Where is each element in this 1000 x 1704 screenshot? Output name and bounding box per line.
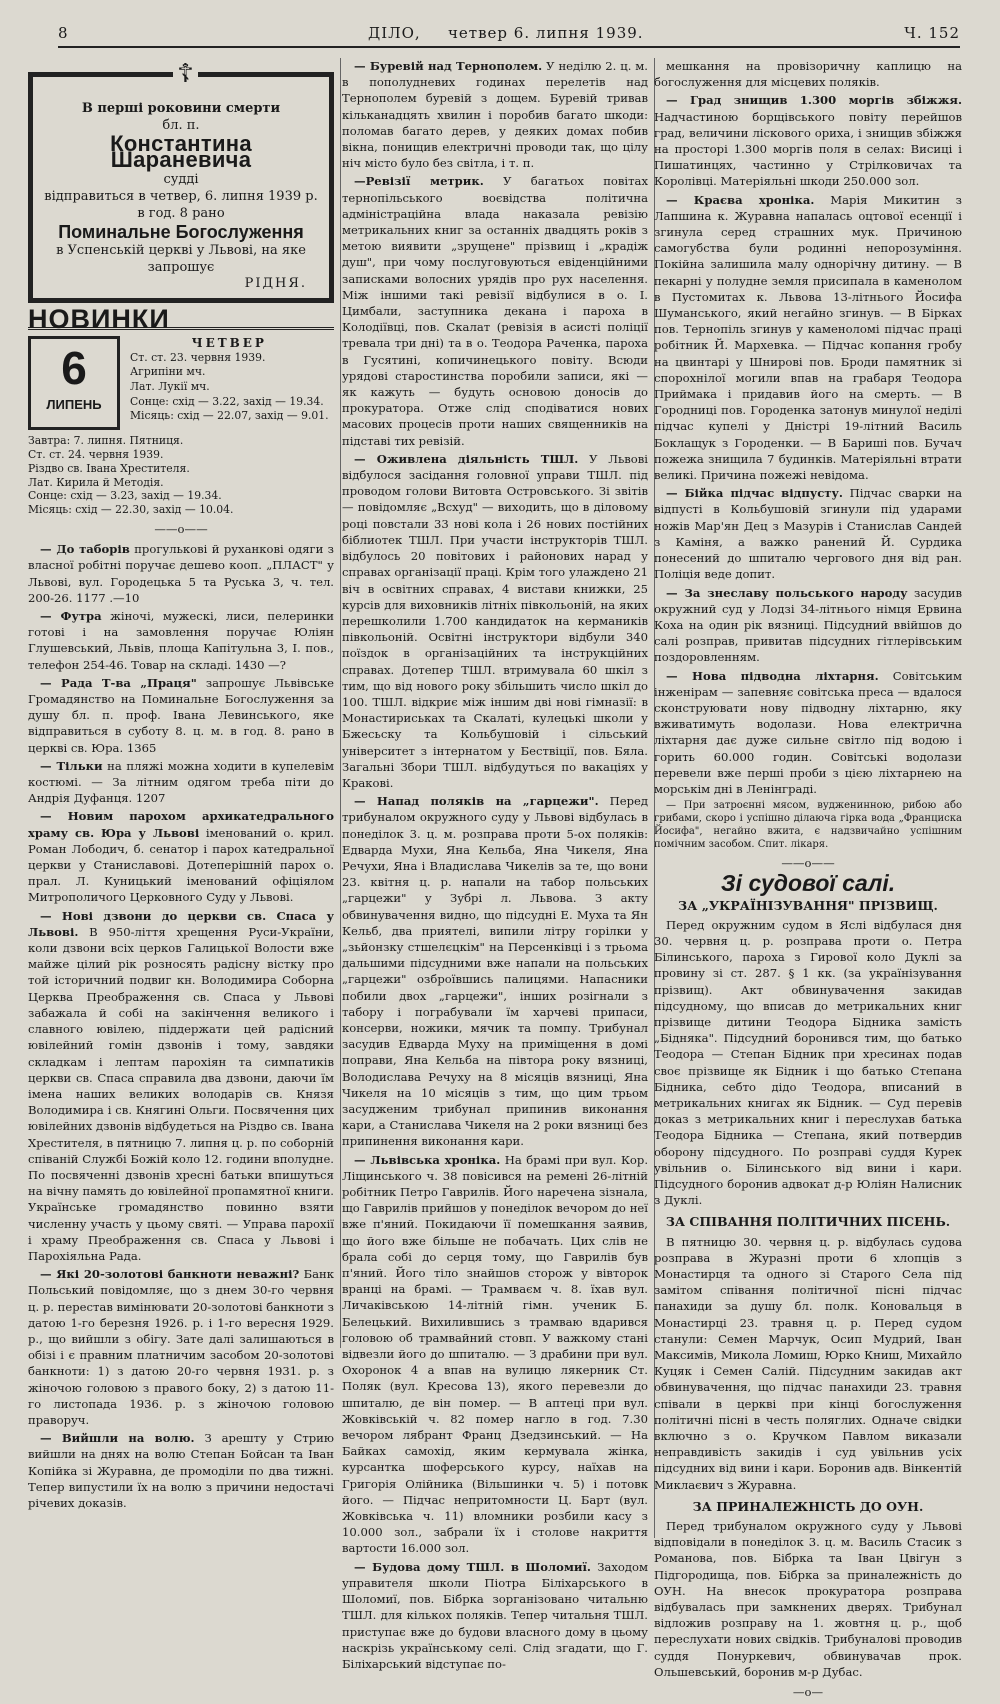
news-headline: — Нові дзвони до церкви св. Спаса у Львові. (28, 908, 334, 939)
obit-service: Поминальне Богослуження (58, 221, 304, 242)
obit-line: В перші роковини смерти (81, 101, 281, 116)
news-headline: — Град знищив 1.300 моргів збіжжя. (666, 93, 962, 108)
court-subtitle: ЗА СПІВАННЯ ПОЛІТИЧНИХ ПІСЕНЬ. (665, 1214, 951, 1230)
news-text: З арешту у Стрию вийшли на днях на волю Степан Бойсан та Іван Копійка зі Журавна, де промоділи по два тижні. Тепер випустили їх на волю з причини недостачі річевих доказів. (28, 1431, 334, 1510)
news-headline: — Бійка підчас відпусту. (666, 486, 843, 501)
court-subtitle: ЗА „УКРАЇНІЗУВАННЯ" ПРІЗВИЩ. (678, 897, 938, 913)
news-item (28, 808, 334, 905)
court-section-title: Зі судової салі. (720, 870, 896, 897)
news-item (654, 58, 962, 90)
obit-line: бл. п. (162, 118, 200, 134)
news-item (342, 451, 648, 791)
news-text: жіночі, мужескі, лиси, пелеринки готові і на замовлення поручає Юліян Глушевський, Львів, площа Капітульна 3, І. пов., телефон 254-46. Товар на складі. 1430 —? (28, 609, 335, 672)
date-month: ЛИПЕНЬ (46, 397, 102, 413)
news-item (654, 585, 962, 666)
tomorrow-line: Місяць: схід — 22.30, захід — 10.04. (28, 503, 234, 517)
obit-line: в Успенській церкві у Львові, на яке (56, 242, 306, 258)
court-article: Перед трибуналом окружного суду у Львові відповідали в понеділок 3. ц. м. Василь Стасик з Романова, пов. Бібрка та Іван Цвігун з Підгородища, пов. Бібрка за приналежність до ОУН. На внесок прокуратора розправа відбувалась при замкнених дверях. Трибунал відложив розправу на 1. жовтня ц. р., щоб переслухати нових свідків. Трибуналові проводив суддя Понуркевич, обвинувачав прок. Ольшевський, боронив м-р Дубас. (654, 1519, 962, 1679)
news-text: Заходом управителя школи Піотра Біліхарського в Шоломиї, пов. Бібрка зорганізовано читальню ТШЛ. для кількох поляків. Тепер читальня ТШЛ. приступає вже до будови власного дому в цьому наскрізь українському селі. Слід згадати, що Г. Біліхарський відступає по- (342, 1559, 649, 1671)
column-2 (342, 58, 655, 1671)
news-text: запрошує Львівське Громадянство на Поминальне Богослуження за душу бл. п. проф. Івана Левинського, яке відправиться в суботу 8. ц. м. в год. 8. рано в церкві св. Юра. 1365 (28, 675, 334, 755)
section-title: НОВИНКИ (28, 311, 334, 330)
news-text: У неділю 2. ц. м. в пополудневих годинах перелетів над Тернополем буревій з дощем. Буревій тривав кільканадцять хвилин і поробив багато шкоди: поломав багато дерев, у деяких домах побив вікна, понищив електричні проводи так, що цілу ніч місто було без світла, і т. п. (342, 59, 648, 171)
column-3 (654, 58, 962, 1704)
tomorrow-line: Завтра: 7. липня. Пятниця. (28, 434, 184, 448)
obit-line: судді (163, 171, 199, 187)
news-text: Совітським інженірам — запевняє совітська преса — вдалося сконструювати нову підводну ліхтарню, яку вживатимуть водолази. Нова електрична ліхтарня дає дуже сильне світло під водою і горить 60.000 годин. Совітські водолази перевели вже перші проби з цією ліхтарнею на морськім дні в Ленінграді. (654, 668, 962, 796)
issue-date: четвер 6. липня 1939. (448, 24, 644, 42)
obit-line: запрошує (147, 259, 215, 275)
separator: ——o—— (781, 856, 835, 871)
tomorrow-line: Ст. ст. 24. червня 1939. (28, 448, 164, 462)
tomorrow-line: Лат. Кирила й Методія. (28, 475, 164, 489)
news-text: Банк Польський повідомляє, що з днем 30-го червня ц. р. перестав вимінювати 20-золотові банкноти з датою 1-го березня 1926. р. і 1-го вересня 1929. р., що вийшли з обігу. Зате далі залишаються в обізі і є правним платничим засобом 20-золотові банкноти: 1) з датою 20-го червня 1931. р. з жіночою головою з правого боку, 2) з датою 11-го листопада 1936. р. з жіночою головою праворуч. (28, 1267, 334, 1427)
news-headline: — Новим пароxом архикатедрального храму св. Юра у Львові (28, 809, 334, 840)
calendar-line: Агрипіни мч. (130, 365, 206, 379)
news-item (654, 92, 962, 189)
news-headline: —Ревізії метрик. (354, 174, 484, 189)
news-items (654, 58, 962, 797)
news-text: засудив окружний суд у Лодзі 34-літнього німця Ервина Коха на один рік вязниці. Підсудний ввійшов до салі розправ, привитав підсудних гітлерівським поздоровленням. (654, 585, 962, 665)
obit-line: відправиться в четвер, 6. липня 1939 р. (44, 188, 318, 204)
news-text: На брамі при вул. Кор. Ліщинського ч. 38 повісився на ремені 26-літній робітник Петро Гаврилів. Його наречена зізнала, що Гаврилів прийшов у понеділок вечором до неї вже п'яний. Покидаючи її помешкання заявив, що його вже більше не побачать. Цих слів не брала собі до серця тому, що Гаврилів був п'яний. Його тіло знайшов сторож у вівторок вранці на брамі. — Трамваєм ч. 8. їхав вул. Личаківською 14-літній гімн. ученик Б. Белецький. Вихилившись з трамваю вдарився головою об трамвайний стовп. У важкому стані відвезли його до шпиталю. — З драбини при вул. Охоронок 4 а впав на вулицю лякерник Ст. Поляк (вул. Кресова 13), якого перевезли до шпиталю, де він помер. — В аптеці при вул. Жовківській ч. 82 помер нагло в год. 7.30 вечором лябрант Франц Дзедзинський. — На Байках самохід, яким кермувала жінка, курсантка шоферського курсу, наїхав на Григорія Олійника (Вільшинки ч. 5) і потовк його. — Підчас непритомности Ц. Барт (вул. Жовківська ч. 11) вломники розбили касу з 10.000 зол., забрали їх і столове накриття вартости 16.000 зол. (342, 1152, 649, 1556)
running-header (58, 22, 960, 48)
date-box (28, 336, 120, 430)
obit-line: в год. 8 рано (137, 205, 225, 221)
obit-name: Константина Шараневича (110, 131, 252, 173)
date-number: 6 (61, 342, 87, 395)
news-headline: — Футра (40, 609, 102, 624)
news-item (342, 793, 648, 1149)
tomorrow-info (28, 434, 334, 517)
ad-note: — При затроєнні мясом, вудженинною, рибою або грибами, скоро і успішно ділаюча гірка вода „Франциска Йосифа", негайно вжита, є надзвичайно успішним помічним засобом. Спит. лікаря. (654, 800, 962, 851)
news-items (342, 58, 648, 1672)
news-text: іменований о. крил. Роман Лободич, б. сенатор і парох катедральної церкви у Станиславові. Дотеперішній парох о. прал. Л. Куницький іменований офіціялом Митрополичого Церковного Суду у Львові. (28, 825, 335, 905)
newspaper-title: ДІЛО, (368, 24, 421, 42)
news-headline: — За знеславу польського народу (666, 585, 908, 600)
news-headline: — Будова дому ТШЛ. в Шоломиї. (354, 1559, 591, 1574)
news-item (342, 173, 648, 448)
news-headline: — Краєва хроніка. (666, 192, 815, 207)
news-headline: — Рада Т-ва „Праця" (40, 675, 197, 690)
news-headline: — До таборів (40, 542, 130, 557)
news-item (28, 1266, 334, 1428)
calendar-info (130, 336, 329, 430)
news-item (342, 58, 648, 171)
news-text: Надчастиною борщівського повіту перейшов град, величини ліскового ориха, і знищив збіжжя на просторі 1.300 моргів поля в селах: Висиці і Пишатинцях, частинно у Стрілковичах та Королівці. Матеріяльні шкоди 250.000 зол. (654, 109, 962, 189)
news-item (654, 192, 962, 484)
news-item (342, 1559, 648, 1672)
news-headline: — Напад поляків на „гарцежи". (354, 794, 599, 809)
end-mark: —o— (792, 1685, 824, 1700)
news-text: У Львові відбулося засідання головної управи ТШЛ. під проводом голови Витовта Островського. Зі звітів — повідомляє „Всхуд" — виходить, що в діловому році повстали 33 нові кола і 26 нових постійних біблиотек ТШЛ. При участи інструкторів ТШЛ. відбулось 20 повітових і районових нарад у справах організації праці. Крім того улаждено 21 віч в освітних справах, 4 вистави книжки, 25 курсів для виховників літніх півкольоній, на яких перешколили 1.700 кандидаток на кермаників півкольоній. Освітні інструктори відбули 340 поїздок в організаційних та інструкційних справах. Дотепер ТШЛ. втримувала 60 шкіл з тим, що від нового року збільшить число шкіл до 100. ТШЛ. відкриє між іншим дві нові гімназії: в Монастириськах та Скалаті, кулецькі школи у Бжесьску та Кольбушовій і сільський університет з інтернатом у Бествіції, пов. Бяла. Загальні Збори ТШЛ. відбудуться по вакаціях у Кракові. (342, 451, 649, 790)
news-item (342, 1152, 648, 1557)
news-item (28, 541, 334, 606)
day-name: ЧЕТВЕР (191, 336, 267, 351)
page-number: 8 (58, 24, 69, 42)
news-headline: — Які 20-золотові банкноти неважні? (40, 1267, 300, 1282)
news-text: мешкання на провізоричну каплицю на богослуження для місцевих поляків. (654, 59, 962, 90)
news-item (28, 675, 334, 756)
calendar-line: Лат. Лукії мч. (130, 380, 210, 393)
news-text: прогулькові й руханкові одяги з власної робітні поручає дешево кооп. „ПЛАСТ" у Львові, вул. Городецька 5 та Руська 3, ч. тел. 200-26. 1177 .—10 (28, 542, 334, 605)
news-item (654, 485, 962, 582)
cross-icon: ☦ (173, 63, 198, 85)
tomorrow-line: Сонце: схід — 3.23, захід — 19.34. (28, 489, 222, 503)
news-item (28, 608, 334, 673)
obituary-notice (28, 59, 334, 303)
calendar-box (28, 336, 334, 430)
separator: ——o—— (154, 522, 208, 536)
news-items (28, 541, 334, 1511)
court-article: В пятницю 30. червня ц. р. відбулась судова розправа в Журазні проти 6 хлопців з Монастирця та одного зі Старого Села під замітом співання політичної пісні підчас панахиди за душу бл. полк. Коновальця в Монастирці 23. травня ц. р. Перед судом станули: Семен Марчук, Осип Мудрий, Іван Максимів, Микола Ломиш, Юрко Книш, Михайло Куцяк і Семен Салій. Підсудним закидав акт обвинувачення, що підчас панахиди 23. травня співали в церкві при кінці богослуження політичні пісні в честь поляглих. Одначе свідки включно з о. Кручком Павлом виказали неправдивість закидів і суд увільнив усіх підсудних від вини і кари. Боронив адв. Вінкентій Миклаєвич з Журавна. (654, 1234, 962, 1492)
news-headline: — Буревій над Тернополем. (354, 59, 543, 73)
court-article: Перед окружним судом в Яслі відбулася дня 30. червня ц. р. розправа проти о. Петра Білинського, пароха з Гирової коло Дуклі за провину зі ст. 287. § 1 кк. (за українізування прізвищ). Акт обвинувачення закидав підсудному, що вписав до метрикальних книг прізвище дитини Теодора Бідника замість „Бідняка". Підсудний боронився тим, що батько Теодора — Степан Бідник при хресинах подав своє прізвище як Бідник і що батько Степана Бідника, себто дідо Теодора, вписаний в метрикальних книгах як Бідник. — Суд перевів доказ з метрикальних книг і переслухав батька Теодора Бідника — Степана, який потвердив оборону підсудного. По розправі суддя Курек увільнив о. Білинського від вини і кари. Підсудного боронив адвокат д-р Юліян Налисник з Дуклі. (654, 917, 962, 1208)
news-headline: — Оживлена діяльність ТШЛ. (354, 451, 579, 466)
news-text: У багатьох повітах тернопільського воєвідства політична адміністраційна влада наказала ревізію метрикальних книг за останніх двадцять років з метою виявити „зрущене" прізвищ і „крадіж душ", при чому послуговуються евіденційними записками волосних урядів про рух населення. Між іншими такі ревізії відбулися в о. І. Цимбали, заступника декана і пароха в Колодіївці, пов. Скалат (ревізія в асисті поліції тревала три дні) та в о. Теодора Раченка, пароха в Гусятині, копичинецького повіту. Всюди урядові старостинства поробили записи, які — як кажуть — будуть основою доносів до прокуратора. Отже слід сподіватися нових масових процесів проти наших священників на підставі тих ревізій. (342, 174, 648, 448)
calendar-line: Місяць: схід — 22.07, захід — 9.01. (130, 409, 329, 423)
news-headline: — Вийшли на волю. (40, 1431, 195, 1446)
news-headline: — Нова підводна ліхтарня. (666, 668, 879, 683)
news-text: на пляжі можна ходити в купелевім костюмі. — За літним одягом треба піти до Андрія Дуфанця. 1207 (28, 758, 334, 806)
court-subtitle: ЗА ПРИНАЛЕЖНІСТЬ ДО ОУН. (692, 1498, 924, 1514)
issue-number: Ч. 152 (904, 24, 960, 42)
news-item (28, 1430, 334, 1511)
news-text: В 950-ліття хрещення Руси-України, коли дзвони всіх церков Галицької Волости вже майже цілий рік розносять радісну вістку про той історичний подвиг кн. Володимира Соборна Церква Преображення св. Спаса у Львові забажала й собі на закінчення великого і славного ювілею, піддержати цей радісний ювілейний гомін дзвонів і тому, завдяки складкам і лептам парохіян та симпатиків церкви св. Спаса справила два дзвони, даючи їм імена наших великих володарів св. Князя Володимира і св. Княгині Ольги. Посвячення цих ювілейних дзвонів відбудеться на Різдво св. Івана Хрестителя, в пятницю 7. липня ц. р. по соборній співаній Службі Божій коло 12. години вполудне. По посвяченні дзвонів хресні батьки впишуться на вічну память до ювілейної пропамятної книги. Українське громадянство повинно взяти численну участь у цьому святі. — Управа парохії і храму Преображення св. Спаса у Львові і Парохіяльна Рада. (28, 924, 335, 1263)
news-text: Підчас сварки на відпусті в Кольбушовій згинули під ударами ножів Мар'ян Дец з Мазурів і Станислав Сандей з Каміня, а важко ранений Й. Сурдика понесений до шпиталю чергового дня від ран. Поліція веде допит. (654, 486, 962, 582)
news-item (28, 908, 334, 1264)
news-item (28, 758, 334, 807)
news-text: Марія Микитин з Лапшина к. Журавна напалась оцтової есенції і згинула серед страшних мук. Причиною самогубства були родинні непорозуміння. Покійна залишила малу однорічну дитину. — В пекарні у полудне земля присипала в каменолом в Пустомитах к. Львова 13-літнього Йосифа Шуманського, який негайно згинув. — В Бірках пов. Тернопіль згинув у каменоломі підчас праці робітник Й. Мархевка. — Підчас копання гробу на цвинтарі у Шнирові пов. Броди памятник зі спорохнілої могили впав на грабаря Теодора Приймака і придавив його на смерть. — В Городниці пов. Городенка затонув минулої неділі підчас купелі у Дністрі 19-літний Василь Боклащук з Городенки. — В Бариші пов. Бучач пожежа знищила 7 будинків. Матеріяльні втрати великі. Причина пожежі невідома. (654, 192, 962, 483)
calendar-line: Сонце: схід — 3.22, захід — 19.34. (130, 394, 324, 408)
news-headline: — Львівська хроніка. (354, 1152, 501, 1167)
tomorrow-line: Різдво св. Івана Хрестителя. (28, 461, 190, 475)
obit-family: РІДНЯ. (244, 275, 307, 291)
news-item (654, 668, 962, 798)
column-1 (28, 58, 341, 1510)
news-headline: — Тільки (40, 758, 103, 773)
calendar-line: Ст. ст. 23. червня 1939. (130, 350, 266, 364)
news-text: Перед трибуналом окружного суду у Львові відбулась в понеділок 3. ц. м. розправа проти 5-ох поляків: Едварда Мухи, Яна Кельба, Яна Чикеля, Яна Речухи, Яна і Владислава Чикелів за те, що вони 23. квітня ц. р. напали на табор польських „гарцежи" у Зубрі л. Львова. З акту обвинувачення видно, що підсудні Е. Муха та Ян Кельб, два приятелі, випили літру горілки у „зьйонзку стшелєцкім" на Персенківці і з трьома дальшими підсудними вже напали на польських „гарцежи" озброївшись палицями. Напасники побили двох „гарцежи", інших розігнали з табору і пограбували їм харчеві припаси, консерви, ножики, мячик та помпу. Трибунал засудив Едварда Муху на приміщення в домі поправи, Яна Кельба на півтора року вязниці, Володислава Речуху на 8 місяців вязниці, Яна Чикеля на 10 місяців з тим, що цим трьом засудженим трибунал припинив виконання кари, а Станислава Чикеля на 2 роки вязниці без припинення виконання кари. (342, 794, 649, 1149)
